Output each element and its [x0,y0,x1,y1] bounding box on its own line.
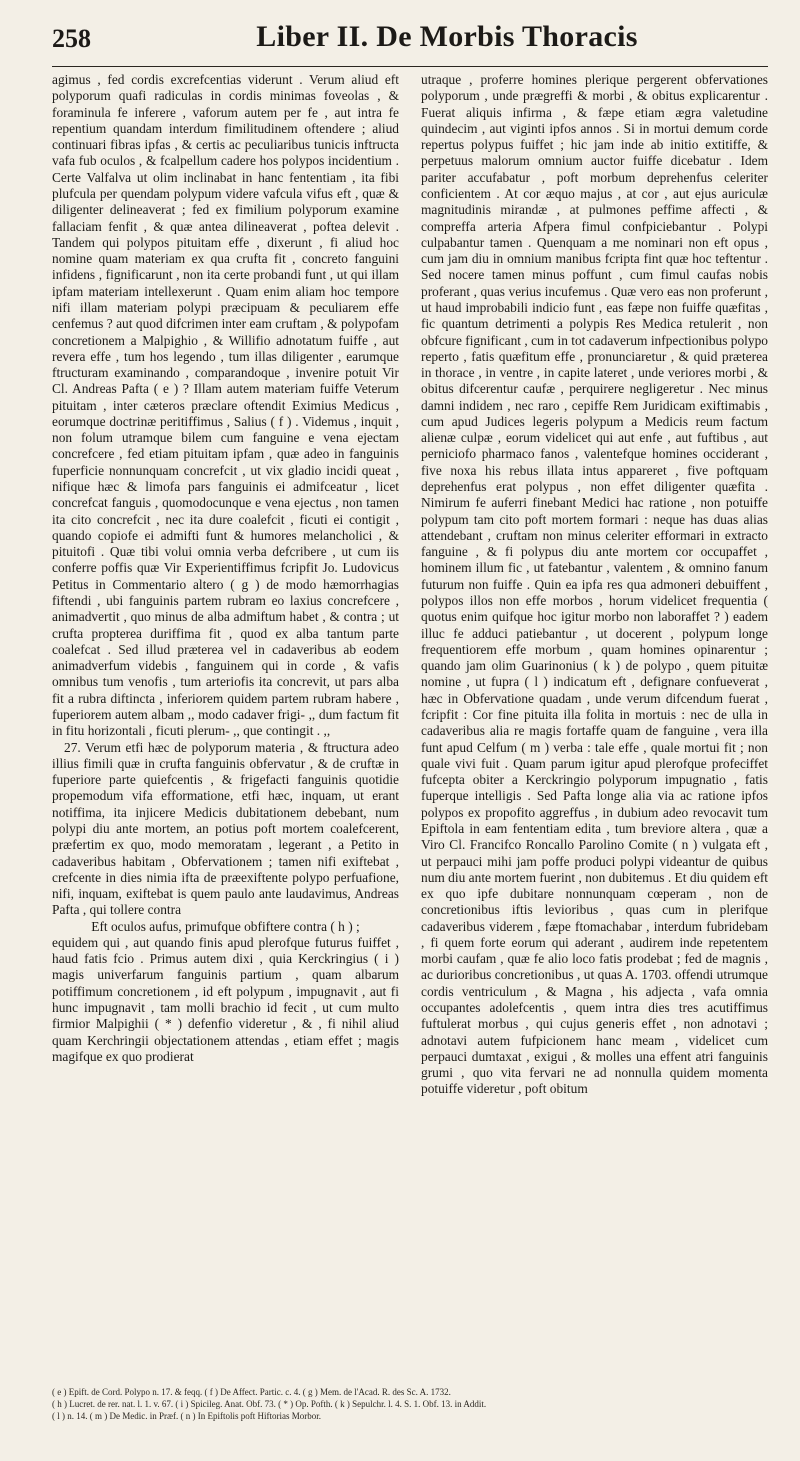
footnote-line: ( h ) Lucret. de rer. nat. l. 1. v. 67. ( i ) Spicileg. Anat. Obf. 73. ( * ) Op. Pofth. ( k ) Sepulchr. l. 4. S. 1. Obf. 13. in Addit. [52,1399,487,1410]
verse-quote: Eft oculos aufus, primufque obfiftere contra ( h ) ; [91,918,360,934]
footnote-line: ( l ) n. 14. ( m ) De Medic. in Præf. ( n ) In Epiftolis poft Hiftorias Morbor. [52,1411,321,1422]
page-header [52,20,768,67]
running-title: Liber II. De Morbis Thoracis [256,20,638,53]
left-paragraph: agimus , fed cordis excrefcentias viderunt . Verum aliud eft polyporum quafi radiculas in cordis minimas foveolas , & foraminula fe inferere , vaforum autem per fe , aut intra fe repentium quandam interdum fimilitudinem oftendere ; aliud continuari fibras ipfas , & certis ac peculiaribus tunicis inftructa vafa fub oculos , & fcalpellum cadere hos polypos incidentium . Certe Valfalva ut olim inclinabat in hanc fententiam , ita fibi plufcula per quendam polypum videre vafcula vifus eft , quæ & diligenter delineaverat ; fed ex fimilium polyporum examine fallaciam fenfit , & quæ antea dilineaverat , poftea delevit . Tandem qui polypos pituitam effe , dixerunt , fi aliud hoc nomine quam materiam ex qua crufta fit , concreto fanguini infidens , fignificarunt , non ita certe probandi funt , ut qui illam ipfam materiam intellexerunt . Quam enim aliam hoc tempore nifi illam materiam polypi præcipuam & peculiarem effe cenfemus ? aut quod difcrimen inter eam cruftam , & polypofam concretionem a Malpighio , & Willifio adnotatum fuiffe , aut revera effe , tum hos legendo , tum illas diligenter , earumque ftructuram examinando , comparandoque , invenire potuit Vir Cl. Andreas Pafta ( e ) ? Illam autem materiam fuiffe Veterum pituitam , inter cæteros præclare oftendit Eximius Medicus , eorumque doctrinæ peritiffimus , Salius ( f ) . Videmus , inquit , non folum utramque bilem cum fanguine e vena ejectam concrefcere , fed etiam pituitam ipfam , quæ adeo in fanguinis fuperficie nonnunquam concrefcit , ut vix gladio incidi queat , nifique hæc & limofa pars fanguinis ei admifceatur , licet concrefcat fanguis , quomodocunque e vena ejectus , non tamen ita cito concrefcit , nec ita dure coalefcit , ficuti ei contigit , quando copiofe ei admifti funt & humores melancholici , & pituitofi . Quæ tibi volui omnia verba defcribere , ut cum iis conferre poffis quæ Vir Experientiffimus fcripfit Jo. Ludovicus Petitus in Commentario altero ( g ) de modo hæmorrhagias fiftendi , ubi fanguinis partem rubram eo laxius concrefcere , animadvertit , quo minus de alba admiftum habet , & contra ; ut crufta propterea duriffima fit , quod ex alba tantum parte coalefcat . Sed illud præterea vel in cadaveribus ab eodem animadverfum videbis , fanguinem qui in corde , & vafis omnibus tum venofis , tum arteriofis ita concrevit, ut pars alba fit a rubra diftincta , inferiorem quidem partem rubram habere , fuperiorem autem albam ,, modo cadaver frigi- ,, dum factum fit in fitu horizontali , ficuti plerum- ,, que contingit . ,, [52,72,399,739]
page-number: 258 [52,24,91,53]
text-columns [52,72,768,1372]
footnotes [52,1386,768,1441]
left-paragraph: 27. Verum etfi hæc de polyporum materia , & ftructura adeo illius fimili quæ in crufta fanguinis obfervatur , & de cruftæ in fuperiore parte quiefcentis , & frigefacti fanguinis quotidie propemodum vifa efformatione, etfi hæc, inquam, ut erant notiffima, ita injicere Medicis dubitationem debebant, num polypi diu ante mortem, an potius poft mortem coalefcerent, præfertim ex quo, modo memoratam , legerant , a Petito in cadaveribus habitam , Obfervationem ; tamen nifi exiftebat , crefcente in dies nimia ifta de præexiftente polypo perfuafione, nifi, inquam, exiftebat is quem paulo ante laudavimus, Andreas Pafta , qui tollere contra [52,739,399,918]
right-column [421,72,768,1372]
left-paragraph: equidem qui , aut quando finis apud plerofque futurus fuiffet , haud fatis fcio . Primus autem dixi , quia Kerckringius ( i ) magis univerfarum fanguinis partium , quam albarum potiffimum concretionem , id eft polypum , impugnavit , aut fi hunc impugnavit , tam molli brachio id fecit , ut cum multo firmior Malpighii ( * ) defenfio videretur , & , fi nihil aliud quam Kerchringii objectationem attendas , etiam effet ; magis magifque ex quo prodierat [52,934,399,1064]
right-paragraph: utraque , proferre homines plerique pergerent obfervationes polyporum , unde prægreffi & morbi , & obitus explicarentur . Fuerat aliquis infirma , & fæpe etiam ægra valetudine quindecim , aut viginti ipfos annos . Si in mortui demum corde repertus polypus fuiffet ; hic jam inde ab initio extitiffe, & perpetuus malorum omnium auctor fuiffe dicebatur . Idem pariter accufabatur , poft morbum deprehenfus celeriter conficientem . At cor æquo majus , at cor , aut ejus auriculæ magnitudinis mirandæ , at pulmones peffime affecti , & compreffa arteria Afpera fimul confpiciebantur . Polypi culpabantur tamen . Quenquam a me nominari non eft opus , cum jam diu in omnium manibus fcripta fint quæ hoc teftentur . Sed nocere tamen minus poffunt , cum fimul caufas nobis proferant , quas verius incufemus . Quæ vero eas non proferunt , ut haud improbabili indicio funt , eas fæpe non fuiffe quæfitas , fic quantum detrimenti a polypis Res Medica retulerit , non obfcure fignificant , cum in tot cadaverum infpectionibus polypo reperto , fatis quæfitum effe , pronunciaretur , & quid præterea in thorace , in ventre , in capite lateret , unde veriores morbi , & obitus difcerentur caufæ , perquirere negligeretur . Nec minus damni indidem , nec raro , cepiffe Rem Juridicam exiftimabis , cum apud Judices legeris polypum a Medicis reum factum alienæ culpæ , eorum videlicet qui aut enfe , aut fuftibus , aut perniciofo pharmaco fanos , valentefque homines occiderant , five noxa his rebus illata intus appareret , five poftquam deprehenfus erat polypus , non effet diligenter quæfita . Nimirum fe auferri finebant Medici hac ratione , non potuiffe polypum tam cito poft mortem formari : neque has duas alias attendebant , cruftam non minus celeriter efformari in extracto fanguine , & fi polypus diu ante mortem cor occupaffet , hominem illum fic , ut fatebantur , valentem , & omnino fanum futurum non fuiffe . Quin ea ipfa res qua admoneri debuiffent , polypos illos non effe morbos , horum videlicet frequentia ( quotus enim quifque hoc igitur morbo non laboraffet ? ) eadem illuc fe adduci patiebantur , ut docerent , polypum longe frequentiorem effe morbum , quam homines opinarentur ; quando jam olim Guarinonius ( k ) de polypo , quem pituitæ nomine , ut fupra ( l ) indicatum eft , defignare confueverat , hæc in Obfervatione quadam , unde verum difcendum fuerat , fcripfit : Cor fine pituita illa folita in mortuis : nec de ulla in cadaveribus alia re magis fortaffe quam de fanguine , vera illa funt apud Celfum ( m ) verba : tale effe , quale mortui fit ; non quale vivi fuit . Quam parum igitur apud plerofque profeciffet fufcepta obiter a Kerckringio polyporum impugnatio , fatis fuperque intelligis . Sed Pafta longe alia via ac ratione ipfos polypos ex propofito aggreffus , in dubium adeo revocavit tum Epiftola in eam fententiam edita , tum breviore altera , quæ a Viro Cl. Francifco Roncallo Parolino Comite ( n ) vulgata eft , ut perpauci mihi jam poffe produci polypi videantur de quibus num diu ante mortem fuerint , non dubitemus . Et diu quidem eft ex quo ipfe dubitare nonnunquam cœperam , non de concretionibus iftis levioribus , quas cum in plerifque cadaveribus viderem , fæpe ftomachabar , interdum fubridebam , fi quem forte eorum qui aderant , audirem inde repetentem morbi caufam , quæ fe alio loco fatis prodebat ; fed de magnis , ac durioribus concretionibus , ut quas A. 1703. offendi utrumque cordis ventriculum , & Magna , his adjecta , vafa omnia occupantes adolefcentis , quem intra dies tres acutiffimus fuftulerat morbus , qui cujus generis effet , non adnotavi ; adnotavi autem fufpicionem hanc meam , videlicet cum perpauci dumtaxat , exigui , & molles una effent atri fanguinis grumi , quo vita fervari ne ad nonnulla quidem momenta potuiffe videretur , poft obitum [421,72,768,1097]
footnote-line: ( e ) Epift. de Cord. Polypo n. 17. & feqq. ( f ) De Affect. Partic. c. 4. ( g ) Mem. de l'Acad. R. des Sc. A. 1732. [52,1387,451,1397]
left-column [52,72,399,1372]
